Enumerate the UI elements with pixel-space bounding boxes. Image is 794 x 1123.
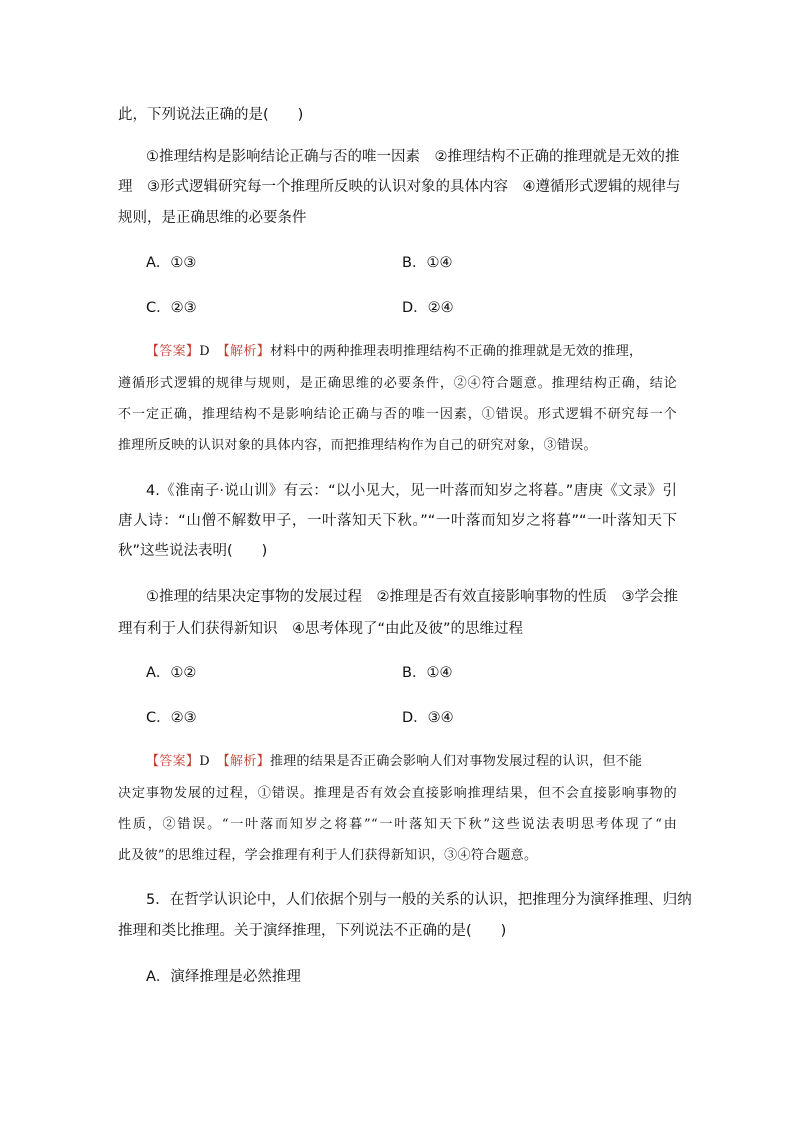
- analysis-tag: 【解析】: [223, 344, 270, 359]
- q4-option-a[interactable]: A．①②: [146, 665, 197, 681]
- q3-analysis-line-2: 遵循形式逻辑的规律与规则，是正确思维的必要条件，②④符合题意。推理结构正确，结论: [118, 376, 677, 391]
- q3-option-c[interactable]: C．②③: [146, 300, 197, 316]
- answer-value: D: [199, 754, 210, 769]
- q4-analysis-line-2: 决定事物发展的过程，①错误。推理是否有效会直接影响推理结果，但不会直接影响事物的: [118, 786, 677, 801]
- q4-stem-line-1: 4.《淮南子·说山训》有云：“以小见大，见一叶落而知岁之将暮。”唐庚《文录》引: [146, 483, 677, 499]
- q3-option-a[interactable]: A．①③: [146, 255, 197, 271]
- q5-option-a[interactable]: A．演绎推理是必然推理: [146, 969, 301, 985]
- q4-option-b[interactable]: B．①④: [402, 665, 453, 681]
- q3-option-d[interactable]: D．②④: [402, 300, 454, 316]
- answer-tag: 【答案】: [146, 344, 200, 359]
- q3-answer-line: [146, 342, 642, 362]
- q3-statement-line-2: 理 ③形式逻辑研究每一个推理所反映的认识对象的具体内容 ④遵循形式逻辑的规律与: [118, 179, 681, 195]
- q3-statement-line-1: ①推理结构是影响结论正确与否的唯一因素 ②推理结构不正确的推理就是无效的推: [146, 149, 680, 165]
- analysis-text: 推理的结果是否正确会影响人们对事物发展过程的认识，但不能: [269, 754, 643, 769]
- q4-statement-line-1: ①推理的结果决定事物的发展过程 ②推理是否有效直接影响事物的性质 ③学会推: [146, 589, 678, 605]
- q4-analysis-line-3: 性质，②错误。“一叶落而知岁之将暮”“一叶落知天下秋”这些说法表明思考体现了“由: [118, 817, 677, 832]
- q4-option-c[interactable]: C．②③: [146, 710, 197, 726]
- q3-statement-line-3: 规则，是正确思维的必要条件: [118, 210, 307, 226]
- q3-analysis-line-3: 不一定正确，推理结构不是影响结论正确与否的唯一因素，①错误。形式逻辑不研究每一个: [118, 407, 677, 422]
- answer-value: D: [199, 344, 210, 359]
- q3-option-b[interactable]: B．①④: [402, 255, 453, 271]
- analysis-tag: 【解析】: [223, 754, 270, 769]
- q4-stem-line-2: 唐人诗：“山僧不解数甲子，一叶落知天下秋。”“一叶落而知岁之将暮”“一叶落知天下: [118, 513, 677, 529]
- q4-analysis-line-4: 此及彼”的思维过程，学会推理有利于人们获得新知识，③④符合题意。: [118, 848, 538, 863]
- q3-analysis-line-4: 推理所反映的认识对象的具体内容，而把推理结构作为自己的研究对象，③错误。: [118, 438, 597, 453]
- q4-statement-line-2: 理有利于人们获得新知识 ④思考体现了“由此及彼”的思维过程: [118, 621, 524, 637]
- q4-answer-line: [146, 752, 642, 772]
- q3-stem-tail: 此，下列说法正确的是( ): [118, 107, 304, 123]
- q4-stem-line-3: 秋”这些说法表明( ): [118, 543, 268, 559]
- q5-stem-line-1: 5．在哲学认识论中，人们依据个别与一般的关系的认识，把推理分为演绎推理、归纳: [146, 892, 692, 908]
- q5-stem-line-2: 推理和类比推理。关于演绎推理，下列说法不正确的是( ): [118, 923, 507, 939]
- q4-option-d[interactable]: D．③④: [402, 710, 454, 726]
- analysis-text: 材料中的两种推理表明推理结构不正确的推理就是无效的推理，: [269, 344, 643, 359]
- answer-tag: 【答案】: [146, 754, 200, 769]
